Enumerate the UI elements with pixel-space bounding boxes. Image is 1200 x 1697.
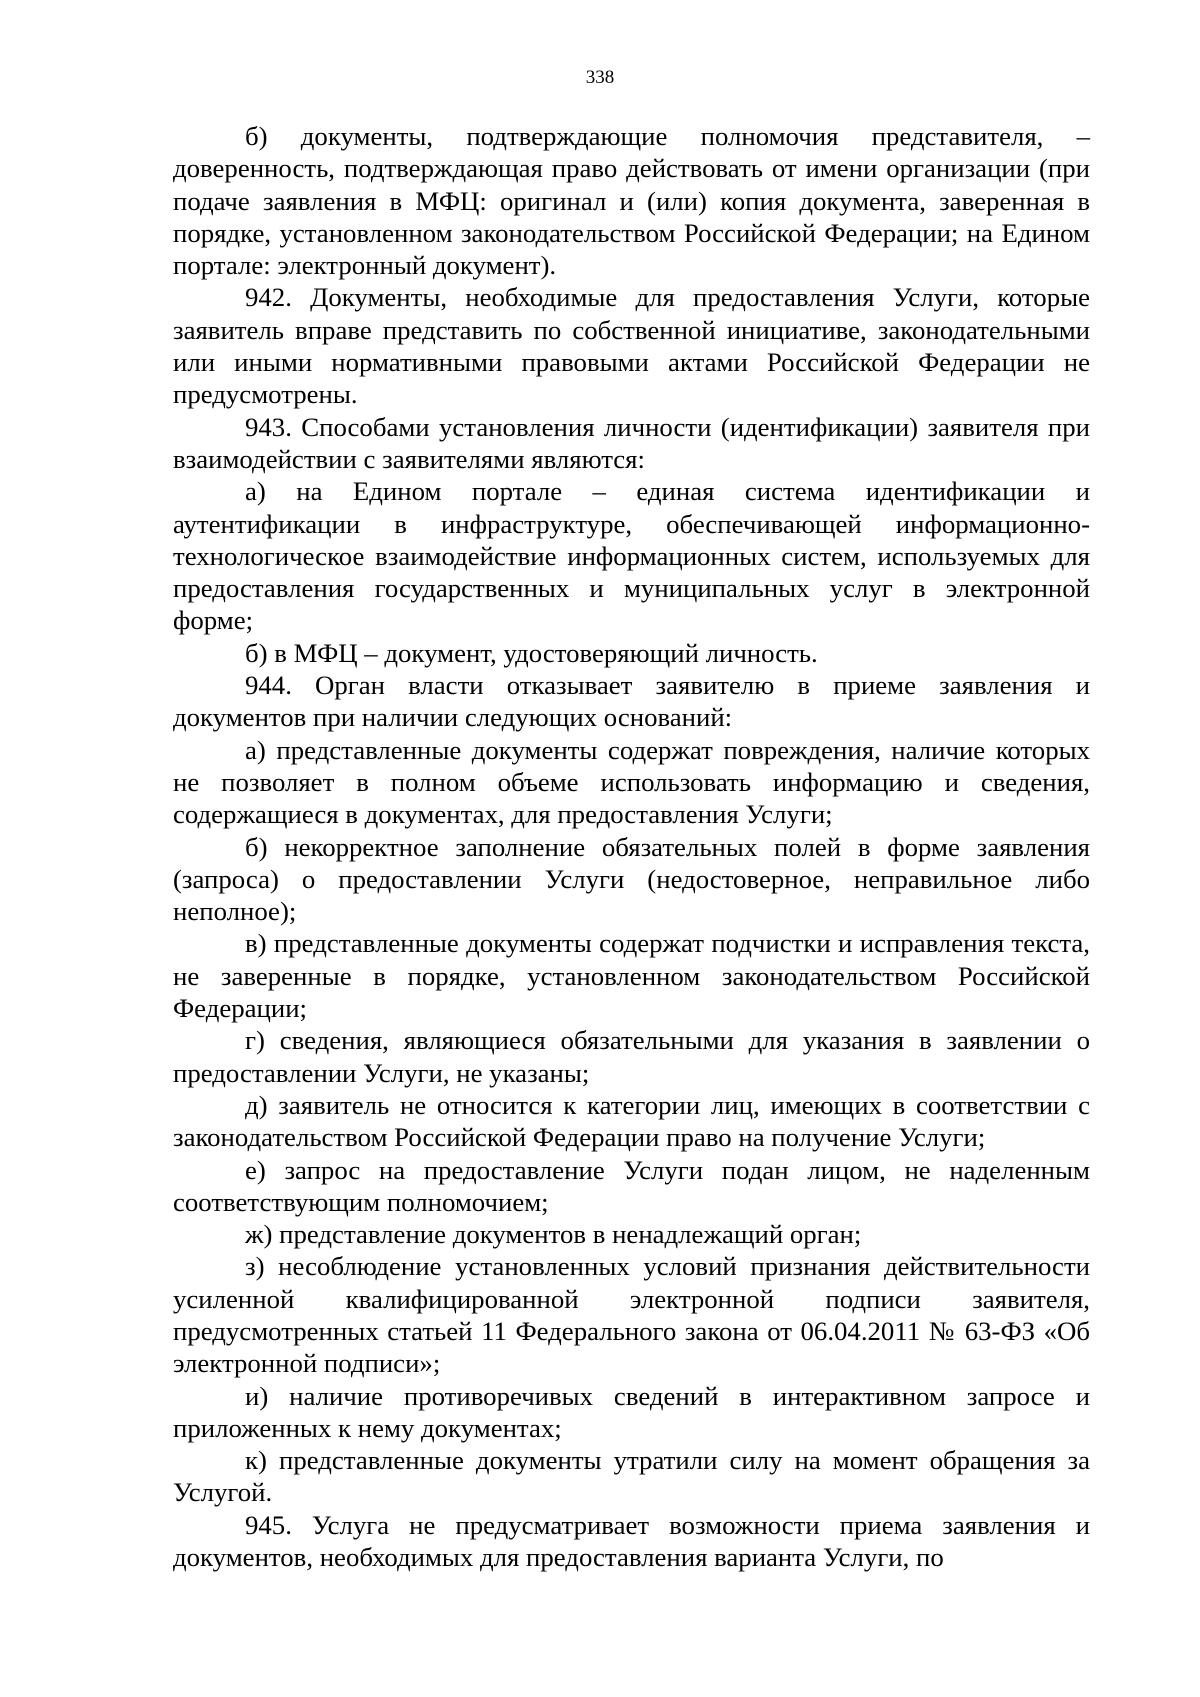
paragraph: и) наличие противоречивых сведений в интерактивном запросе и приложенных к нему документах; <box>173 1380 1090 1443</box>
paragraph: е) запрос на предоставление Услуги подан лицом, не наделенным соответствующим полномочием; <box>173 1154 1090 1217</box>
paragraph: к) представленные документы утратили силу на момент обращения за Услугой. <box>173 1445 1090 1508</box>
paragraph: б) документы, подтверждающие полномочия представителя, – доверенность, подтверждающая право действовать от имени организации (при подаче заявления в МФЦ: оригинал и (или) копия документа, заверенная в порядке, установленном законодательством Российской Федерации; на Едином портале: электронный документ). <box>173 121 1090 281</box>
paragraph: 945. Услуга не предусматривает возможности приема заявления и документов, необходимых для предоставления варианта Услуги, по <box>173 1509 1090 1573</box>
paragraph: б) некорректное заполнение обязательных полей в форме заявления (запроса) о предоставлении Услуги (недостоверное, неправильное либо неполное); <box>173 831 1090 927</box>
paragraph: в) представленные документы содержат подчистки и исправления текста, не заверенные в порядке, установленном законодательством Российской Федерации; <box>173 928 1090 1024</box>
paragraph: а) представленные документы содержат повреждения, наличие которых не позволяет в полном объеме использовать информацию и сведения, содержащиеся в документах, для предоставления Услуги; <box>173 734 1090 830</box>
paragraph: г) сведения, являющиеся обязательными для указания в заявлении о предоставлении Услуги, не указаны; <box>173 1025 1090 1088</box>
paragraph: 944. Орган власти отказывает заявителю в приеме заявления и документов при наличии следующих оснований: <box>173 670 1090 733</box>
paragraph: ж) представление документов в ненадлежащий орган; <box>245 1219 862 1250</box>
paragraph: 942. Документы, необходимые для предоставления Услуги, которые заявитель вправе представить по собственной инициативе, законодательными или иными нормативными правовыми актами Российской Федерации не предусмотрены. <box>173 282 1090 410</box>
paragraph: 943. Способами установления личности (идентификации) заявителя при взаимодействии с заявителями являются: <box>173 411 1090 474</box>
paragraph: а) на Едином портале – единая система идентификации и аутентификации в инфраструктуре, обеспечивающей информационно-технологическое взаимодействие информационных систем, используемых для предоставления государственных и муниципальных услуг в электронной форме; <box>173 476 1090 636</box>
paragraph: д) заявитель не относится к категории лиц, имеющих в соответствии с законодательством Российской Федерации право на получение Услуги; <box>173 1089 1090 1153</box>
paragraph: з) несоблюдение установленных условий признания действительности усиленной квалифицированной электронной подписи заявителя, предусмотренных статьей 11 Федерального закона от 06.04.2011 № 63-ФЗ «Об электронной подписи»; <box>173 1251 1090 1379</box>
document-body <box>173 120 1090 1573</box>
paragraph: б) в МФЦ – документ, удостоверяющий личность. <box>245 637 818 668</box>
page-number: 338 <box>585 67 615 88</box>
